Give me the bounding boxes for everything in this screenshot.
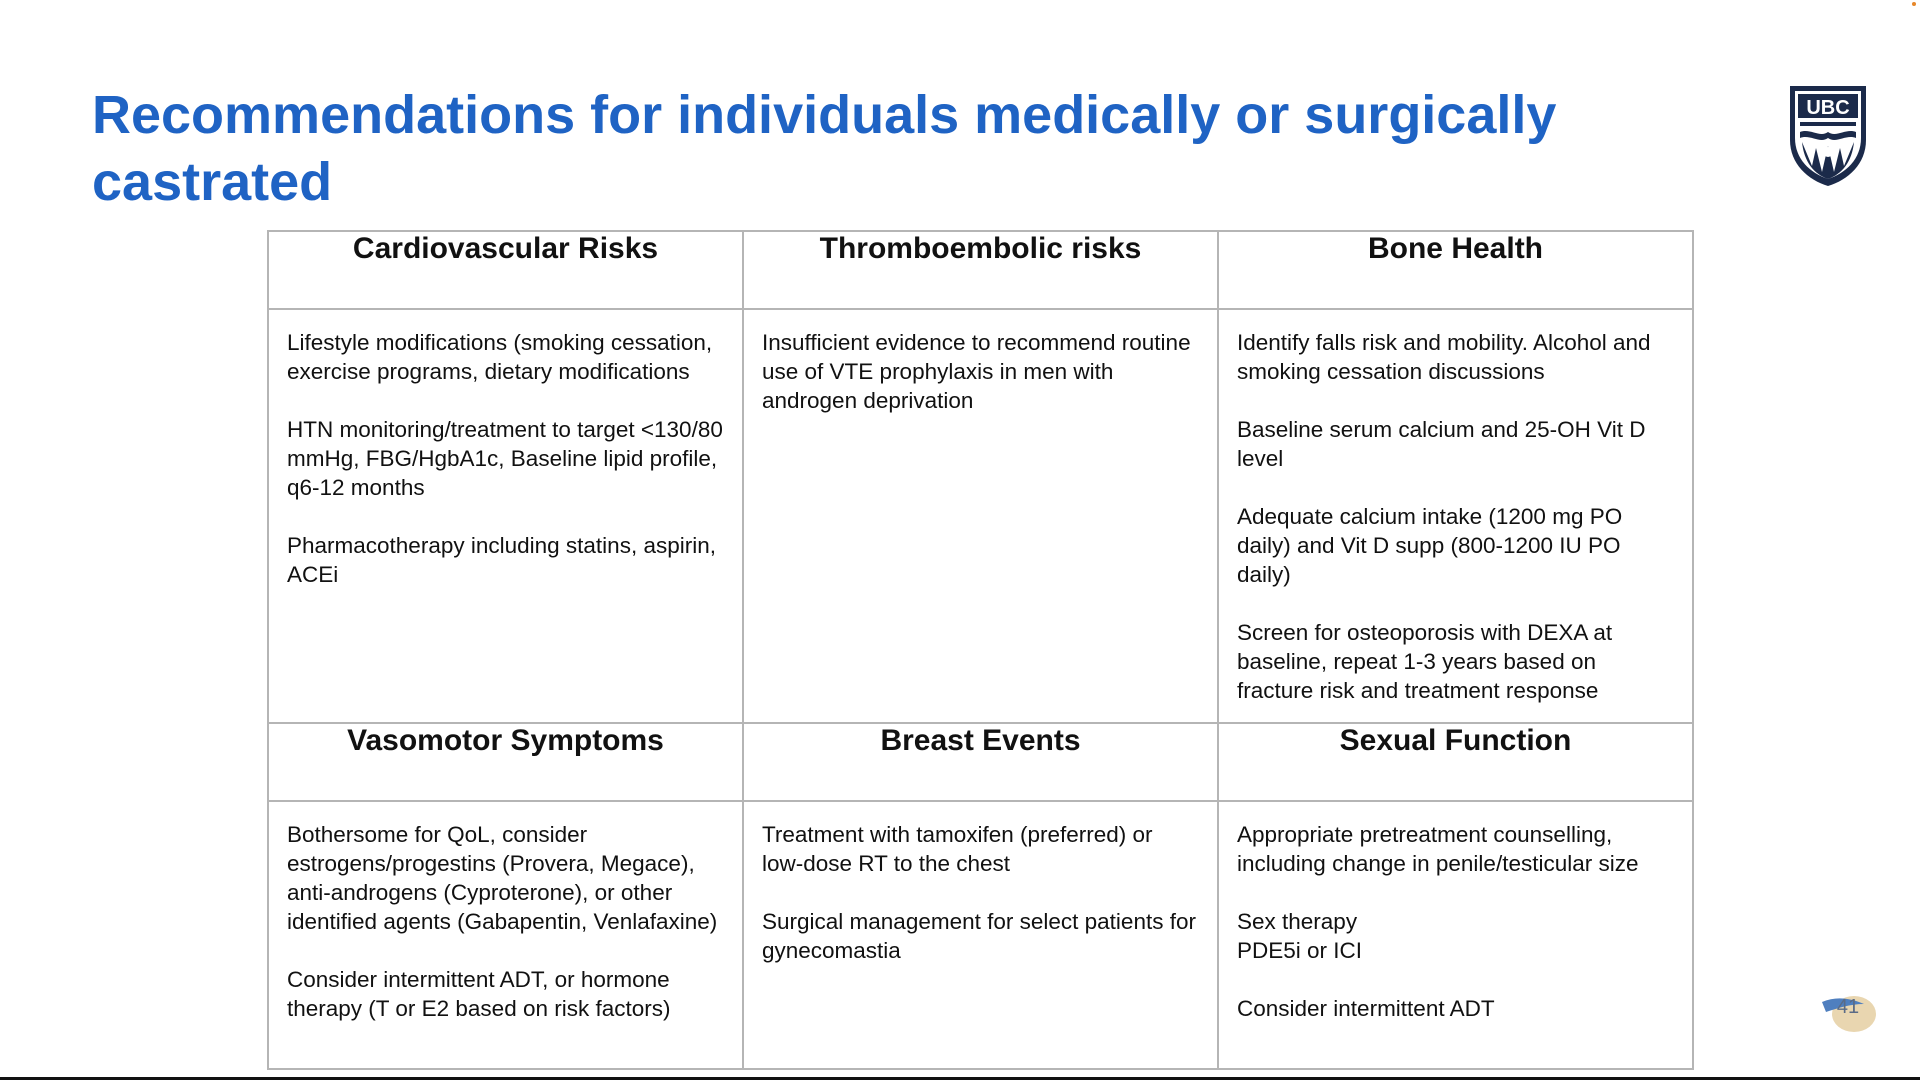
cell-paragraph: Adequate calcium intake (1200 mg PO daily) and Vit D supp (800-1200 IU PO daily) — [1237, 504, 1623, 587]
cell-paragraph: Bothersome for QoL, consider estrogens/progestins (Provera, Megace), anti-androgens (Cyproterone), or other identified agents (Gabapentin, Venlafaxine) — [287, 822, 718, 934]
ubc-crest-logo — [1786, 82, 1870, 188]
cell-bone-health — [1218, 309, 1693, 723]
cell-breast-events — [743, 801, 1218, 1069]
body-row-2 — [268, 801, 1693, 1069]
cell-paragraph: Appropriate pretreatment counselling, including change in penile/testicular size — [1237, 822, 1639, 876]
ubc-logo-text: UBC — [1806, 97, 1850, 119]
cell-paragraph: Pharmacotherapy including statins, aspirin, ACEi — [287, 533, 716, 587]
body-row-1 — [268, 309, 1693, 723]
cell-paragraph: Baseline serum calcium and 25-OH Vit D level — [1237, 417, 1646, 471]
cell-cardiovascular-risks — [268, 309, 743, 723]
header-thromboembolic-risks: Thromboembolic risks — [743, 231, 1218, 309]
corner-dot — [1912, 2, 1916, 6]
header-sexual-function: Sexual Function — [1218, 723, 1693, 801]
header-row-2 — [268, 723, 1693, 801]
cell-paragraph: Consider intermittent ADT, or hormone therapy (T or E2 based on risk factors) — [287, 967, 671, 1021]
cell-paragraph: Lifestyle modifications (smoking cessation, exercise programs, dietary modifications — [287, 330, 713, 384]
cell-paragraph: Identify falls risk and mobility. Alcohol and smoking cessation discussions — [1237, 330, 1651, 384]
header-breast-events: Breast Events — [743, 723, 1218, 801]
cell-paragraph: Sex therapy PDE5i or ICI — [1237, 909, 1363, 963]
cell-thromboembolic-risks — [743, 309, 1218, 723]
recommendations-table — [267, 230, 1694, 1070]
cell-paragraph: Surgical management for select patients for gynecomastia — [762, 909, 1196, 963]
header-cardiovascular-risks: Cardiovascular Risks — [268, 231, 743, 309]
cell-paragraph: Insufficient evidence to recommend routine use of VTE prophylaxis in men with androgen deprivation — [762, 330, 1191, 413]
page-number: 41 — [1836, 996, 1860, 1018]
cell-vasomotor-symptoms — [268, 801, 743, 1069]
cell-paragraph: Consider intermittent ADT — [1237, 996, 1495, 1021]
slide-title: Recommendations for individuals medically or surgically castrated — [92, 85, 1557, 212]
header-vasomotor-symptoms: Vasomotor Symptoms — [268, 723, 743, 801]
cell-paragraph: HTN monitoring/treatment to target <130/80 mmHg, FBG/HgbA1c, Baseline lipid profile, q6-12 months — [287, 417, 723, 500]
cell-paragraph: Treatment with tamoxifen (preferred) or low-dose RT to the chest — [762, 822, 1153, 876]
cell-paragraph: Screen for osteoporosis with DEXA at baseline, repeat 1-3 years based on fracture risk and treatment response — [1237, 620, 1613, 703]
header-row-1 — [268, 231, 1693, 309]
header-bone-health: Bone Health — [1218, 231, 1693, 309]
cell-sexual-function — [1218, 801, 1693, 1069]
